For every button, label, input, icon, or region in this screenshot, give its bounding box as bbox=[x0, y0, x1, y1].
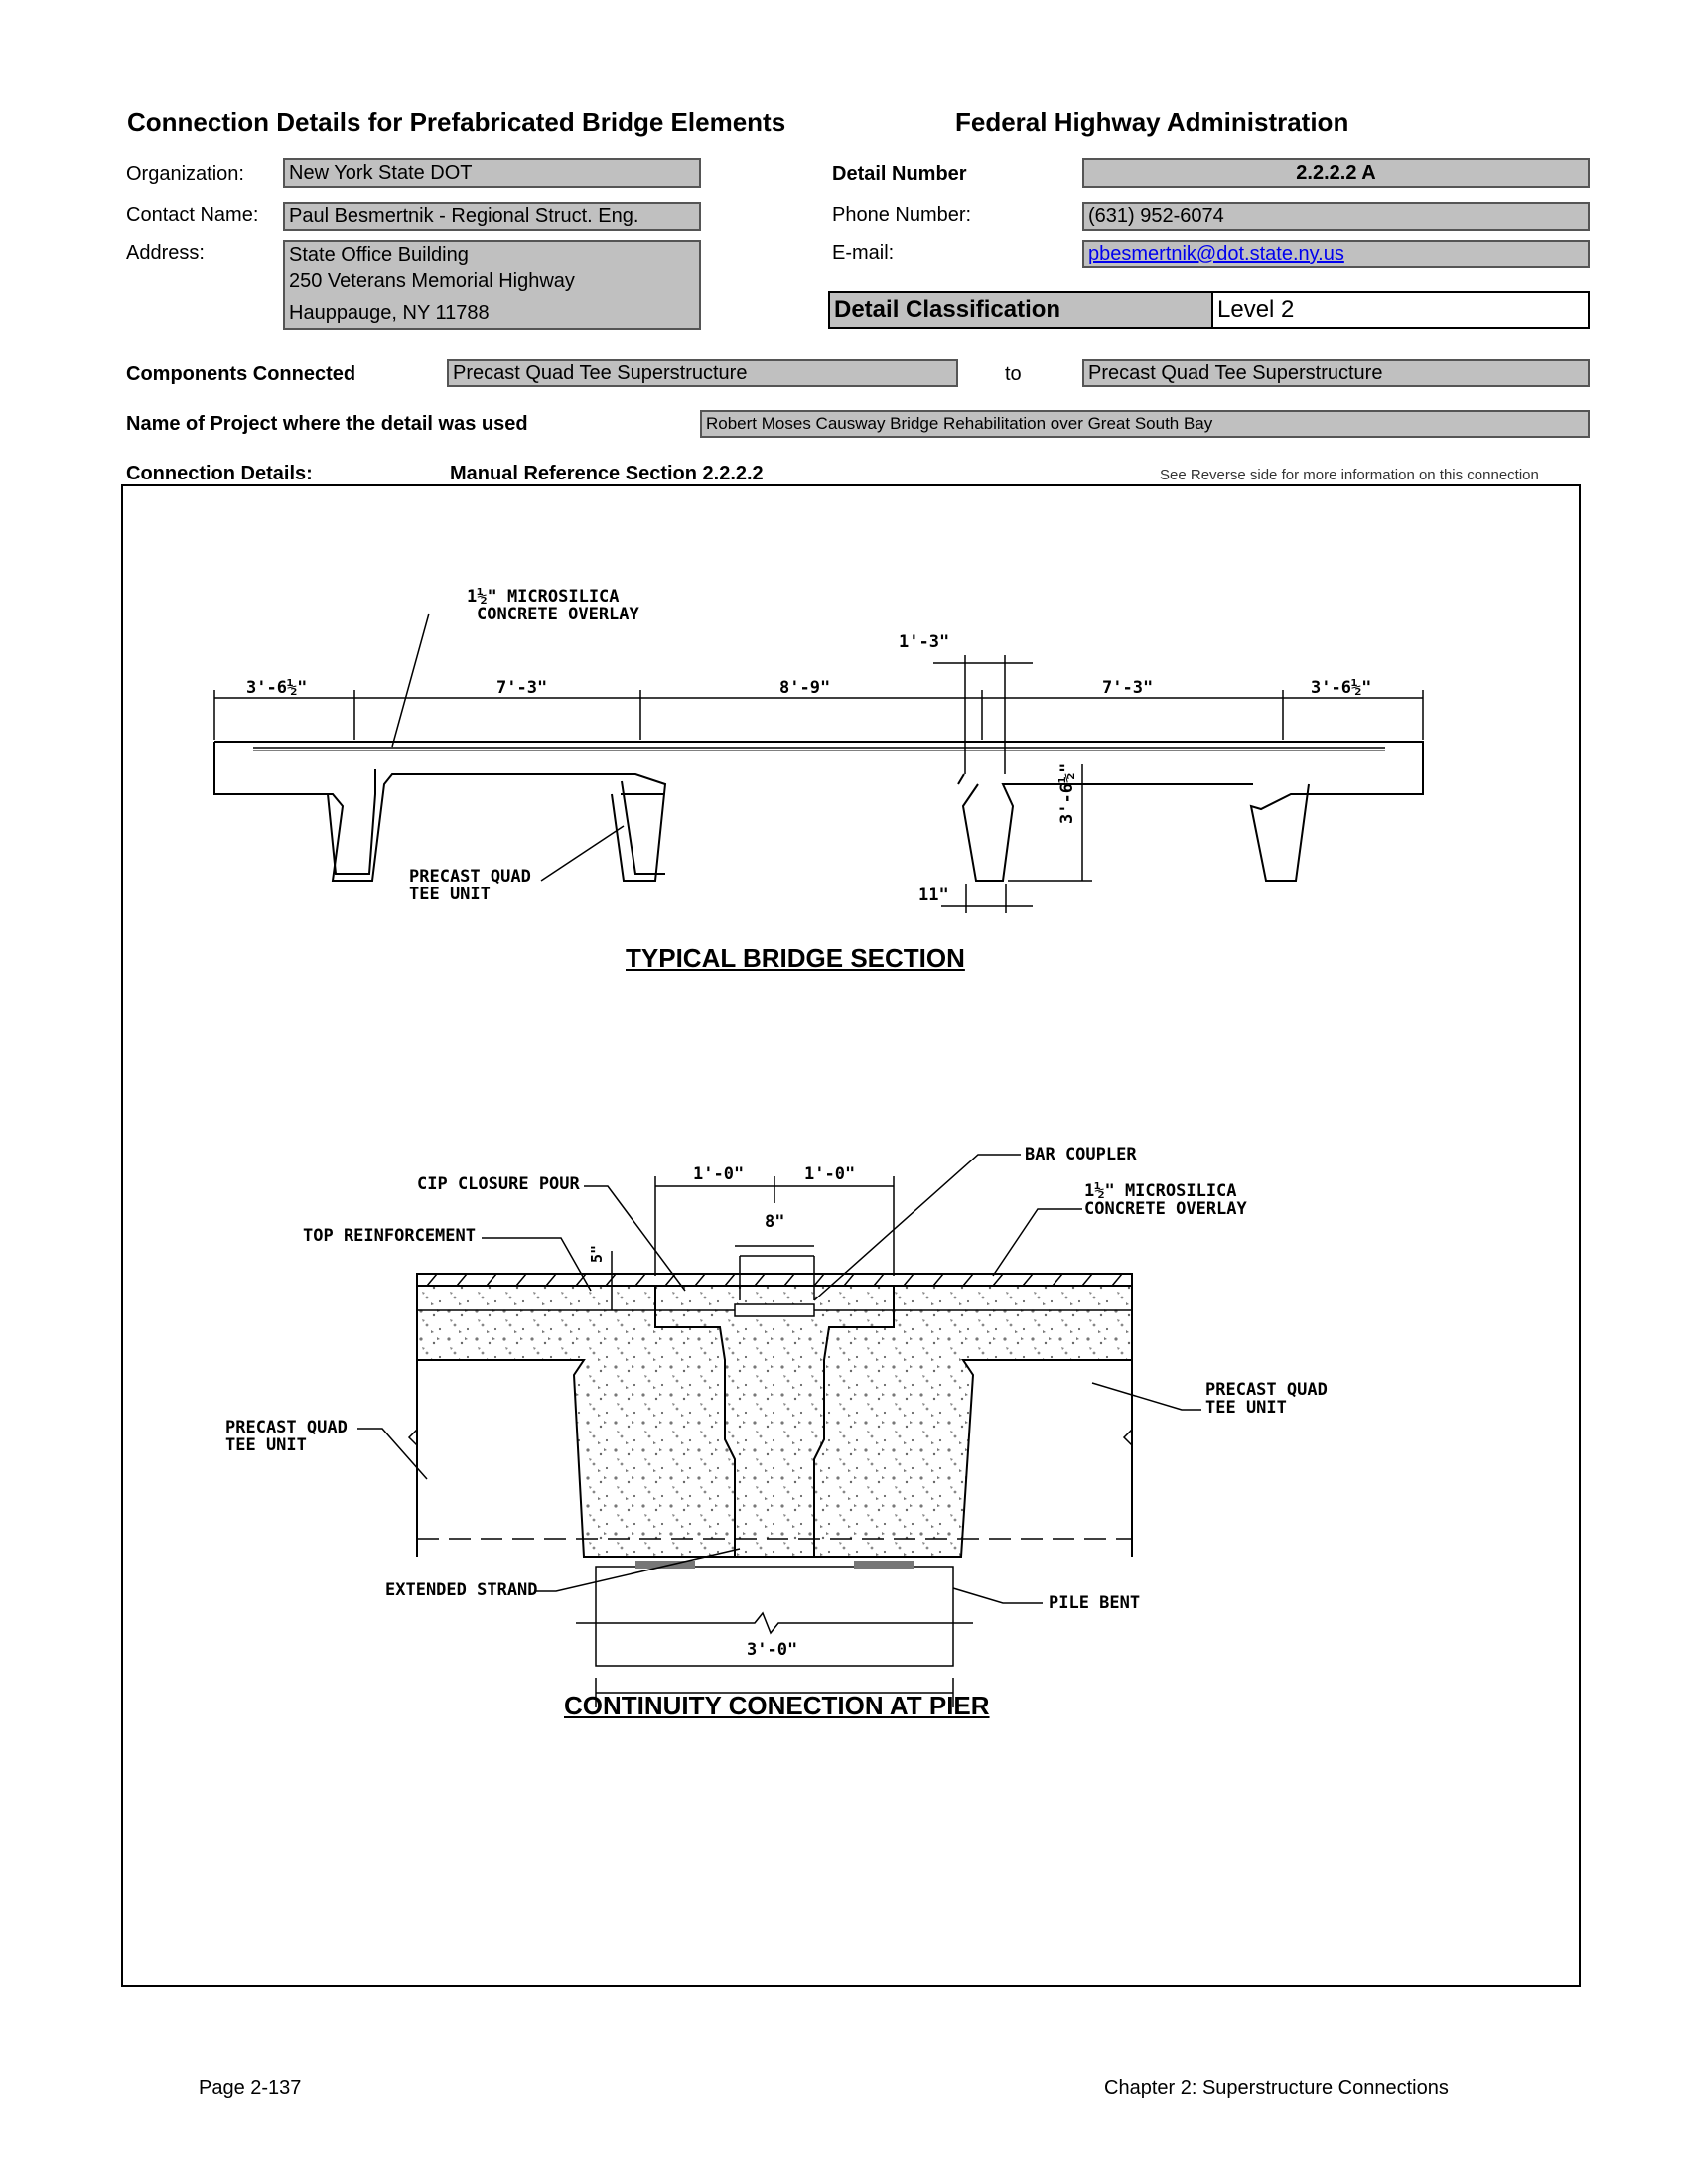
classification-label: Detail Classification bbox=[834, 296, 1061, 323]
cip-closure-label: CIP CLOSURE POUR bbox=[417, 1174, 580, 1194]
overlay-note-line-1: 1½" MICROSILICA bbox=[467, 587, 620, 607]
organization-field: New York State DOT bbox=[283, 158, 701, 188]
manual-reference: Manual Reference Section 2.2.2.2 bbox=[450, 463, 764, 484]
extended-strand-label: EXTENDED STRAND bbox=[385, 1580, 538, 1600]
dim-span-2: 8'-9" bbox=[779, 678, 831, 698]
continuity-connection-caption: CONTINUITY CONECTION AT PIER bbox=[564, 1691, 990, 1720]
dim-right-overhang: 3'-6½" bbox=[1311, 678, 1372, 698]
dim-stem-gap: 1'-3" bbox=[899, 632, 950, 652]
page-number: Page 2-137 bbox=[199, 2077, 302, 2099]
unit-note-line-2: TEE UNIT bbox=[409, 885, 491, 904]
dim-span-1: 7'-3" bbox=[496, 678, 548, 698]
contact-field: Paul Besmertnik - Regional Struct. Eng. bbox=[283, 202, 701, 231]
phone-field: (631) 952-6074 bbox=[1082, 202, 1590, 231]
dim-depth: 3'-6½" bbox=[1057, 762, 1077, 824]
dim-right-1-0: 1'-0" bbox=[804, 1164, 856, 1184]
unit-right-line-1: PRECAST QUAD bbox=[1205, 1380, 1328, 1400]
organization-label: Organization: bbox=[126, 163, 244, 185]
overlay2-line-2: CONCRETE OVERLAY bbox=[1084, 1199, 1247, 1219]
overlay2-line-1: 1½" MICROSILICA bbox=[1084, 1181, 1237, 1201]
unit-note-line-1: PRECAST QUAD bbox=[409, 867, 531, 887]
contact-label: Contact Name: bbox=[126, 205, 259, 226]
top-reinforcement-label: TOP REINFORCEMENT bbox=[303, 1226, 476, 1246]
dim-left-1-0: 1'-0" bbox=[693, 1164, 745, 1184]
unit-right-line-2: TEE UNIT bbox=[1205, 1398, 1287, 1418]
page-title: Connection Details for Prefabricated Bridge Elements bbox=[127, 107, 786, 137]
agency-title: Federal Highway Administration bbox=[955, 107, 1349, 137]
dim-5: 5" bbox=[588, 1244, 606, 1263]
detail-number-label: Detail Number bbox=[832, 163, 967, 185]
address-line-1: State Office Building bbox=[289, 244, 469, 266]
dim-8: 8" bbox=[765, 1212, 785, 1232]
phone-label: Phone Number: bbox=[832, 205, 972, 226]
unit-left-line-2: TEE UNIT bbox=[225, 1435, 307, 1455]
address-line-2: 250 Veterans Memorial Highway bbox=[289, 270, 575, 292]
project-label: Name of Project where the detail was used bbox=[126, 413, 528, 435]
typical-bridge-section-caption: TYPICAL BRIDGE SECTION bbox=[626, 943, 965, 973]
overlay-note-line-2: CONCRETE OVERLAY bbox=[477, 605, 639, 624]
dim-left-overhang: 3'-6½" bbox=[246, 678, 308, 698]
address-label: Address: bbox=[126, 242, 205, 264]
classification-value: Level 2 bbox=[1217, 296, 1295, 323]
address-line-3: Hauppauge, NY 11788 bbox=[289, 302, 490, 324]
reverse-note: See Reverse side for more information on this connection bbox=[1160, 467, 1539, 483]
email-label: E-mail: bbox=[832, 242, 895, 264]
components-label: Components Connected bbox=[126, 363, 356, 385]
component-from-field: Precast Quad Tee Superstructure bbox=[447, 359, 958, 387]
bar-coupler-label: BAR COUPLER bbox=[1025, 1145, 1137, 1164]
chapter-title: Chapter 2: Superstructure Connections bbox=[1104, 2077, 1449, 2099]
dim-stem-width: 11" bbox=[918, 886, 949, 905]
project-field: Robert Moses Causway Bridge Rehabilitation over Great South Bay bbox=[700, 410, 1590, 438]
pile-bent-label: PILE BENT bbox=[1049, 1593, 1141, 1613]
connection-details-label: Connection Details: bbox=[126, 463, 313, 484]
unit-left-line-1: PRECAST QUAD bbox=[225, 1418, 348, 1437]
detail-number-field: 2.2.2.2 A bbox=[1082, 158, 1590, 188]
dim-pile-width: 3'-0" bbox=[747, 1640, 798, 1660]
to-label: to bbox=[1005, 363, 1022, 385]
email-link[interactable]: pbesmertnik@dot.state.ny.us bbox=[1088, 243, 1344, 265]
dim-span-3: 7'-3" bbox=[1102, 678, 1154, 698]
component-to-field: Precast Quad Tee Superstructure bbox=[1082, 359, 1590, 387]
